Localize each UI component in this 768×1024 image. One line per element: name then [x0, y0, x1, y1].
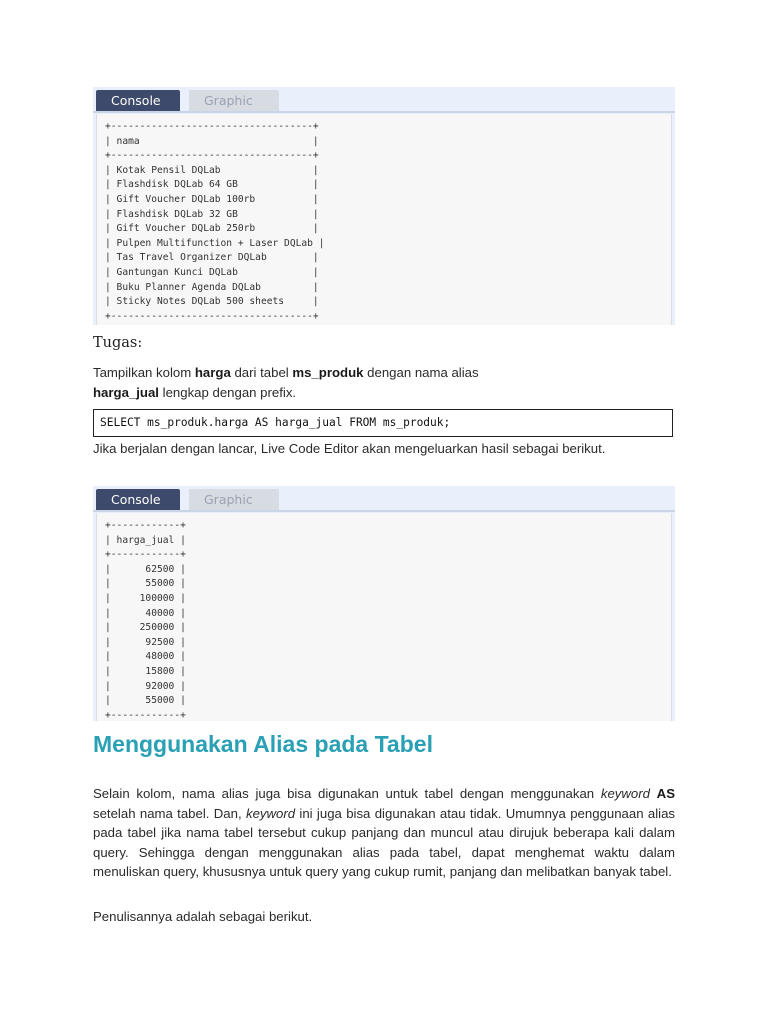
closing-text: Penulisannya adalah sebagai berikut. [93, 909, 313, 924]
tab-divider [93, 510, 675, 512]
instruction-text: dari tabel [230, 365, 293, 380]
alias-name: harga_jual [93, 384, 159, 400]
console-output [96, 114, 672, 325]
query-result-table: +-----------------------------------+ | nama | +-----------------------------------+ | Kotak Pensil DQLab | | Flashdisk DQLab 64 GB | | Gift Voucher DQLab 100rb | | Flashdisk DQLab 32 GB | | Gift Voucher DQLab 250rb | | Pulpen Multifunction + Laser DQLab | | Tas Travel Organizer DQLab | | Gantungan Kunci DQLab | | Buku Planner Agenda DQLab | | Sticky Notes DQLab 500 sheets | +-----------------------------------+ [105, 121, 325, 322]
body-paragraph [93, 784, 675, 882]
keyword-term: keyword [245, 805, 296, 821]
keyword-term: keyword [600, 786, 650, 801]
task-label: Tugas: [93, 335, 143, 351]
paragraph-text [650, 786, 657, 801]
result-intro: Jika berjalan dengan lancar, Live Code Editor akan mengeluarkan hasil sebagai berikut. [93, 441, 606, 456]
tab-console[interactable]: Console [96, 489, 180, 510]
instruction-text: Tampilkan kolom [93, 365, 195, 380]
tab-divider [93, 111, 675, 113]
code-block: SELECT ms_produk.harga AS harga_jual FROM ms_produk; [93, 409, 673, 437]
table-name: ms_produk [292, 365, 364, 380]
as-keyword: AS [656, 786, 675, 801]
query-result-table: +------------+ | harga_jual | +------------+ | 62500 | | 55000 | | 100000 | | 40000 | | 250000 | | 92500 | | 48000 | | 15800 | | 92000 | | 55000 | +------------+ [105, 520, 186, 721]
tab-graphic[interactable]: Graphic [189, 90, 279, 111]
paragraph-text: Selain kolom, nama alias juga bisa digunakan untuk tabel dengan menggunakan [93, 786, 601, 801]
tab-graphic[interactable]: Graphic [189, 489, 279, 510]
tab-console[interactable]: Console [96, 90, 180, 111]
task-instruction [93, 363, 523, 402]
instruction-text: lengkap dengan prefix. [158, 384, 297, 400]
console-output [96, 513, 672, 721]
section-heading: Menggunakan Alias pada Tabel [93, 731, 433, 757]
instruction-text: dengan nama alias [363, 365, 479, 380]
column-name: harga [194, 365, 231, 380]
console-panel-harga-jual [93, 486, 675, 721]
paragraph-text: setelah nama tabel. Dan, [93, 805, 246, 821]
paragraph-text: ini juga bisa digunakan atau tidak. Umumnya penggunaan alias pada tabel jika nama tabel tersebut cukup panjang dan muncul atau dirujuk beberapa kali dalam query. Sehingga dengan menggunakan alias pada tabel, dapat menghemat waktu dalam menuliskan query, khususnya untuk query yang cukup rumit, panjang dan melibatkan banyak tabel. [93, 805, 675, 879]
console-panel-names [93, 87, 675, 325]
